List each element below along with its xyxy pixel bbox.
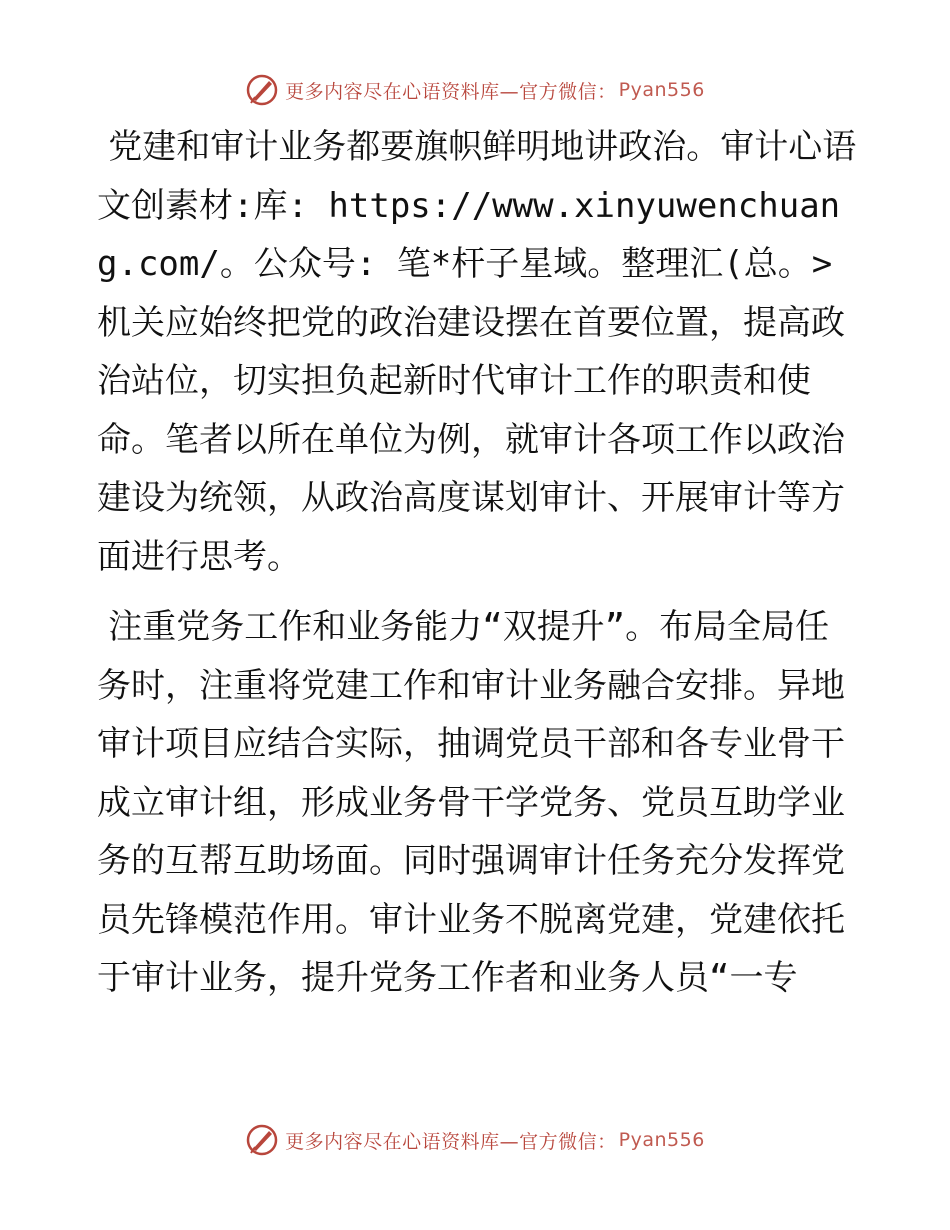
paragraph-2: 注重党务工作和业务能力“双提升”。布局全局任务时，注重将党建工作和审计业务融合安排。异地审计项目应结合实际，抽调党员干部和各专业骨干成立审计组，形成业务骨干学党务、党员互助学业务的互帮互助场面。同时强调审计任务充分发挥党员先锋模范作用。审计业务不脱离党建，党建依托于审计业务，提升党务工作者和业务人员“一专 [97, 607, 845, 998]
watermark-text: 更多内容尽在心语资料库—官方微信： [285, 1130, 617, 1153]
paragraph-1: 党建和审计业务都要旗帜鲜明地讲政治。审计心语文创素材:库: https://www.xinyuwenchuang.com/。公众号: 笔*杆子星域。整理汇(总。>机关应始终把党的政治建设摆在首要位置，提高政治站位，切实担负起新时代审计工作的职责和使命。笔者以所在单位为例，就审计各项工作以政治建设为统领，从政治高度谋划审计、开展审计等方面进行思考。 [97, 127, 857, 577]
document-body [97, 118, 857, 1008]
quill-logo-icon [245, 73, 279, 107]
watermark-handle: Pyan556 [618, 1129, 705, 1151]
footer-watermark [0, 1120, 950, 1160]
watermark-text: 更多内容尽在心语资料库—官方微信： [285, 80, 617, 103]
header-watermark [0, 70, 950, 110]
quill-logo-icon [245, 1123, 279, 1157]
watermark-handle: Pyan556 [618, 79, 705, 101]
